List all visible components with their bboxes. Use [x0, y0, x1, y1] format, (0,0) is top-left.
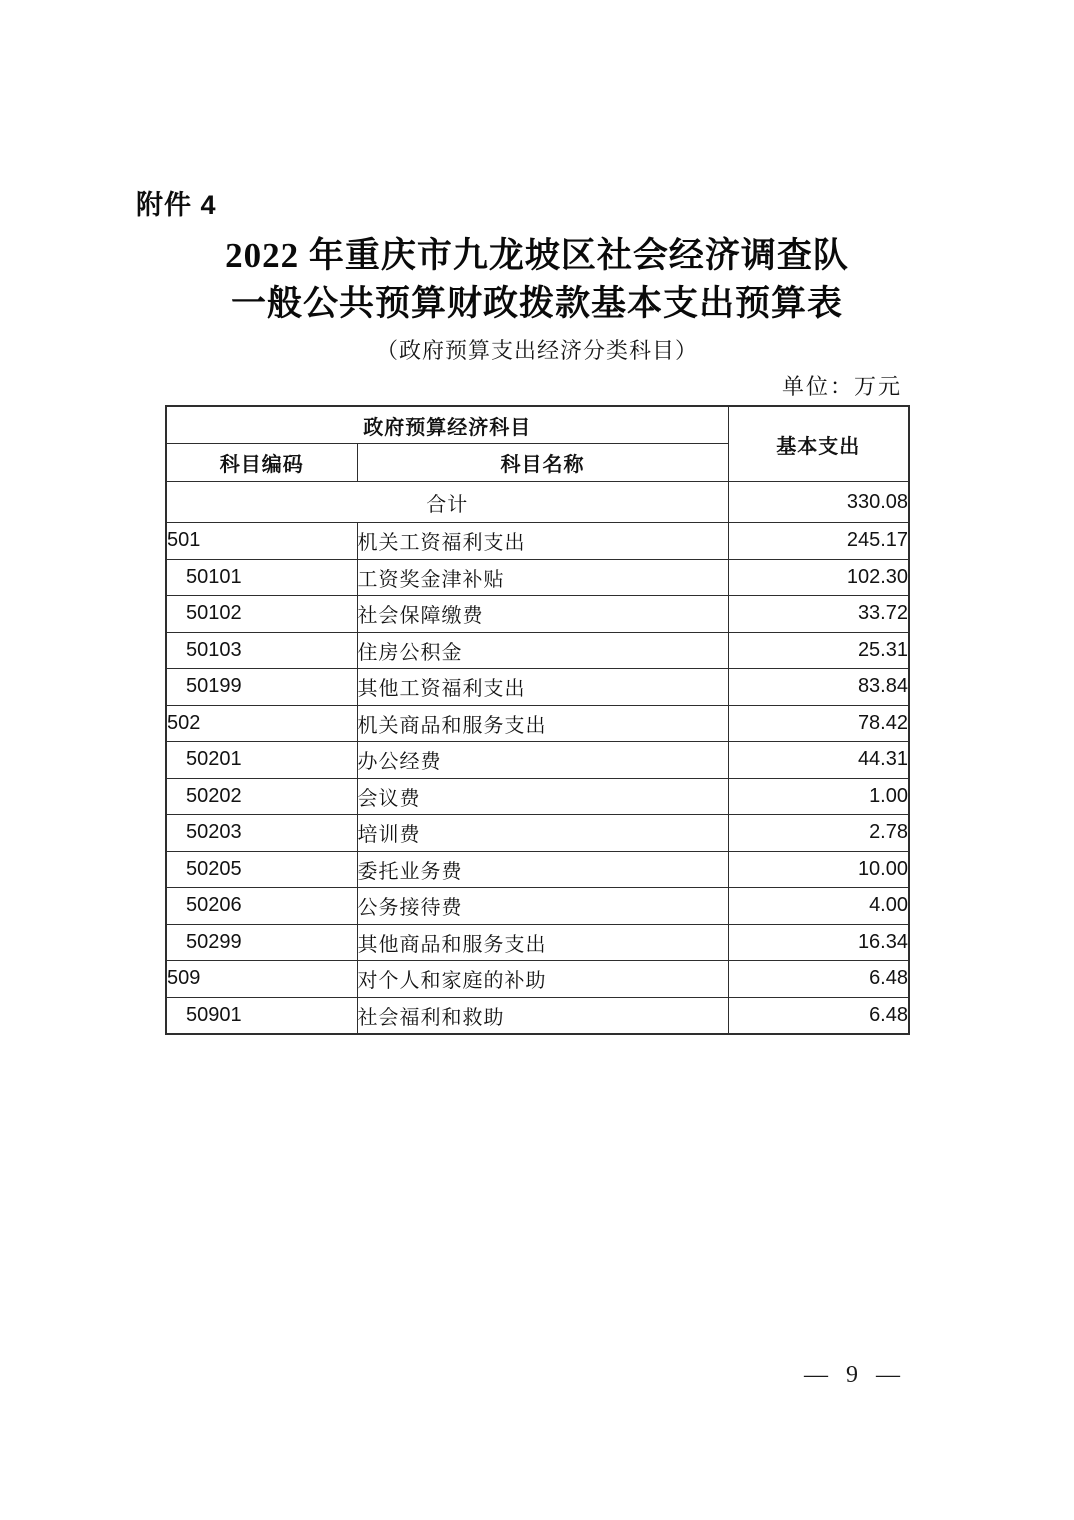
page-title-line2: 一般公共预算财政拨款基本支出预算表 — [230, 284, 843, 323]
table-row — [166, 705, 909, 742]
subject-name-cell: 会议费 — [357, 778, 728, 815]
table-row — [166, 778, 909, 815]
basic-expenditure-cell: 25.31 — [728, 632, 909, 669]
subject-code-cell: 50101 — [166, 559, 357, 596]
subject-code-cell: 50102 — [166, 596, 357, 633]
subject-code-cell: 50205 — [166, 851, 357, 888]
table-row — [166, 596, 909, 633]
subject-name-cell: 住房公积金 — [357, 632, 728, 669]
page-title-line1: 2022 年重庆市九龙坡区社会经济调查队 — [225, 236, 849, 275]
subject-name-cell: 社会福利和救助 — [357, 997, 728, 1034]
table-row — [166, 924, 909, 961]
basic-expenditure-cell: 6.48 — [728, 961, 909, 998]
page-number: — 9 — — [804, 1362, 906, 1388]
attachment-label: 附件 4 — [136, 190, 217, 220]
table-row — [166, 815, 909, 852]
table-body — [166, 523, 909, 1035]
subject-name-cell: 机关工资福利支出 — [357, 523, 728, 560]
subject-name-cell: 委托业务费 — [357, 851, 728, 888]
basic-expenditure-cell: 33.72 — [728, 596, 909, 633]
table-row — [166, 888, 909, 925]
subject-name-cell: 培训费 — [357, 815, 728, 852]
basic-expenditure-cell: 83.84 — [728, 669, 909, 706]
subject-code-cell: 502 — [166, 705, 357, 742]
subject-name-cell: 办公经费 — [357, 742, 728, 779]
page-subtitle: （政府预算支出经济分类科目） — [375, 338, 698, 363]
subject-code-cell: 50199 — [166, 669, 357, 706]
table-row — [166, 669, 909, 706]
table-row — [166, 851, 909, 888]
table-row — [166, 997, 909, 1034]
subject-name-cell: 其他商品和服务支出 — [357, 924, 728, 961]
subject-code-cell: 50299 — [166, 924, 357, 961]
basic-expenditure-cell: 102.30 — [728, 559, 909, 596]
basic-expenditure-cell: 10.00 — [728, 851, 909, 888]
basic-expenditure-cell: 44.31 — [728, 742, 909, 779]
subject-name-cell: 机关商品和服务支出 — [357, 705, 728, 742]
basic-expenditure-cell: 245.17 — [728, 523, 909, 560]
basic-expenditure-cell: 1.00 — [728, 778, 909, 815]
subject-code-cell: 501 — [166, 523, 357, 560]
budget-table — [165, 405, 910, 1035]
subject-name-cell: 工资奖金津补贴 — [357, 559, 728, 596]
subject-name-cell: 社会保障缴费 — [357, 596, 728, 633]
subject-code-cell: 50202 — [166, 778, 357, 815]
basic-expenditure-cell: 78.42 — [728, 705, 909, 742]
table-total-row — [166, 482, 909, 523]
subject-code-cell: 50201 — [166, 742, 357, 779]
total-value: 330.08 — [728, 482, 909, 523]
header-subject-name: 科目名称 — [357, 444, 728, 482]
subject-code-cell: 509 — [166, 961, 357, 998]
table-row — [166, 523, 909, 560]
subject-code-cell: 50901 — [166, 997, 357, 1034]
unit-note: 单位：万元 — [781, 374, 902, 399]
subject-code-cell: 50206 — [166, 888, 357, 925]
subject-code-cell: 50203 — [166, 815, 357, 852]
basic-expenditure-cell: 6.48 — [728, 997, 909, 1034]
table-row — [166, 632, 909, 669]
header-subject-code: 科目编码 — [166, 444, 357, 482]
basic-expenditure-cell: 16.34 — [728, 924, 909, 961]
subject-name-cell: 公务接待费 — [357, 888, 728, 925]
total-label: 合计 — [166, 482, 728, 523]
subject-name-cell: 对个人和家庭的补助 — [357, 961, 728, 998]
table-row — [166, 559, 909, 596]
subject-name-cell: 其他工资福利支出 — [357, 669, 728, 706]
table-row — [166, 961, 909, 998]
table-row — [166, 742, 909, 779]
table-header-row-group — [166, 406, 909, 444]
basic-expenditure-cell: 2.78 — [728, 815, 909, 852]
header-basic-expenditure: 基本支出 — [728, 406, 909, 482]
header-group-title: 政府预算经济科目 — [166, 406, 728, 444]
subject-code-cell: 50103 — [166, 632, 357, 669]
basic-expenditure-cell: 4.00 — [728, 888, 909, 925]
